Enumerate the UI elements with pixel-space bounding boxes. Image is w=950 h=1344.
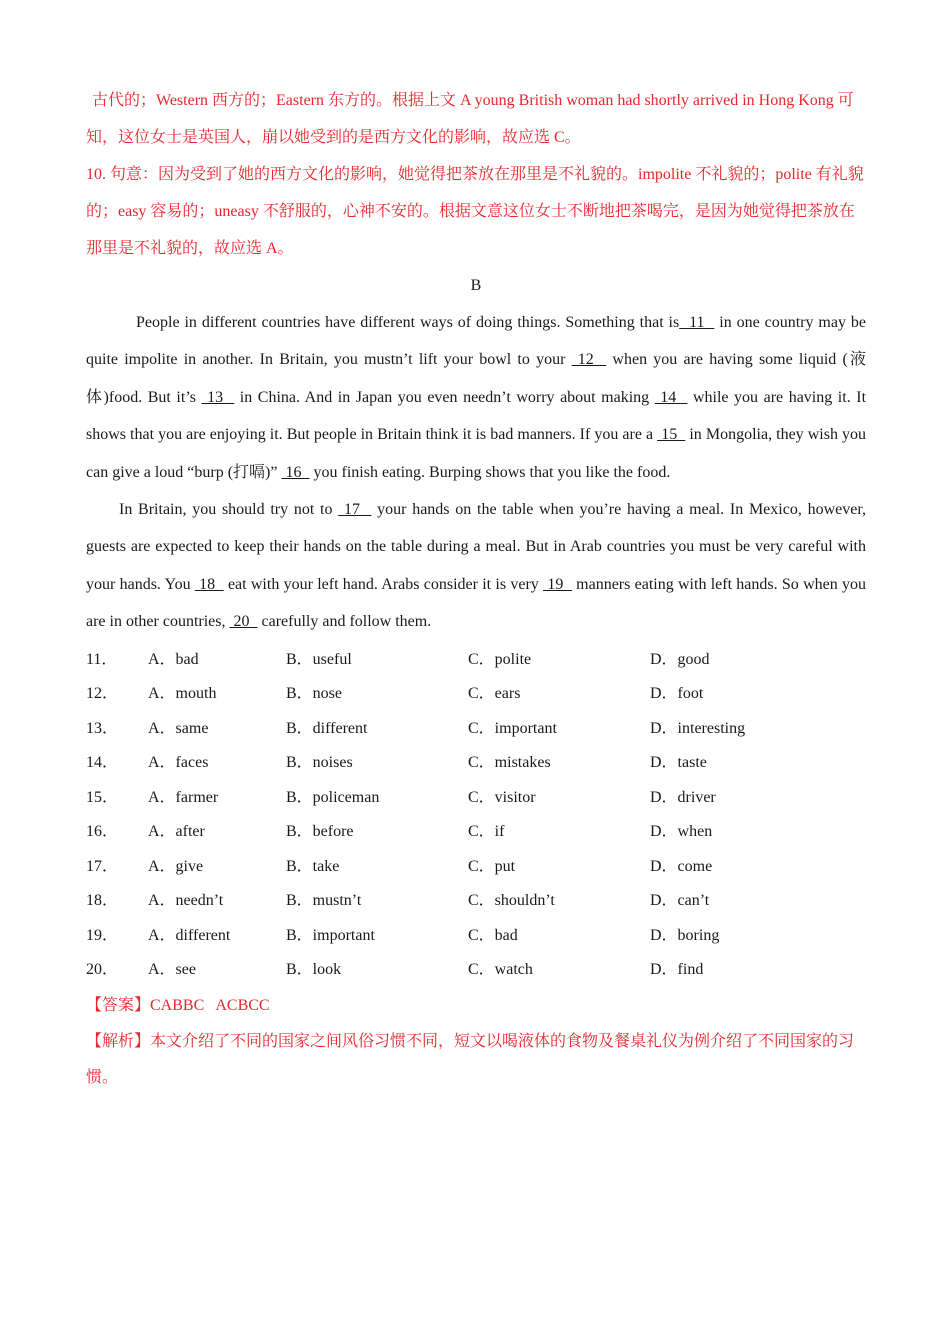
option-c: C．if [468,823,505,841]
question-number: 11． [86,650,118,668]
question-row [86,953,866,988]
option-b: B．mustn’t [286,892,362,910]
option-a: A．see [148,961,196,979]
question-row [86,677,866,712]
question-number: 14． [86,754,119,772]
blank-17: 17 [338,501,372,519]
option-d: D．foot [650,685,704,703]
analysis-text: 【解析】本文介绍了不同的国家之间风俗习惯不同，短文以喝液体的食物及餐桌礼仪为例介绍了不同国家的习惯。 [86,1032,855,1086]
option-a: A．give [148,857,204,875]
option-d: D．come [650,857,713,875]
option-b: B．take [286,857,340,875]
section-label: B [470,277,482,294]
option-b: B．before [286,823,354,841]
option-c: C．bad [468,926,518,944]
option-c: C．put [468,857,516,875]
option-b: B．nose [286,685,343,703]
question-number: 15． [86,788,119,806]
blank-12: 12 [571,351,607,369]
option-d: D．find [650,961,704,979]
answer-key: 【答案】CABBC ACBCC [86,996,270,1014]
option-d: D．when [650,823,713,841]
option-b: B．important [286,926,375,944]
question-number: 16． [86,823,119,841]
question-row [86,781,866,816]
passage-paragraph-1: People in different countries have different ways of doing things. Something that is 11 in one country may be quite impolite in another. In Britain, you mustn’t lift your bowl to your 12 when you are having some liquid (液体)food. But it’s 13 in China. And in Japan you even needn’t worry about making 14 while you are having it. It shows that you are enjoying it. But people in Britain think it is bad manners. If you are a 15 in Mongolia, they wish you can give a loud “burp (打嗝)” 16 you finish eating. Burping shows that you like the food. [86,314,867,481]
option-a: A．farmer [148,788,219,806]
blank-14: 14 [654,388,688,406]
option-d: D．interesting [650,719,746,737]
option-a: A．bad [148,650,199,668]
option-d: D．can’t [650,892,710,910]
option-b: B．useful [286,650,352,668]
option-c: C．shouldn’t [468,892,555,910]
question-number: 19． [86,926,119,944]
option-a: A．faces [148,754,209,772]
question-row [86,884,866,919]
option-d: D．taste [650,754,707,772]
blank-11: 11 [679,314,715,331]
blank-19: 19 [543,575,572,593]
question-number: 13． [86,719,119,737]
question-row [86,712,866,747]
options-list [86,643,866,988]
blank-13: 13 [201,388,235,406]
explanation-10: 10. 句意：因为受到了她的西方文化的影响，她觉得把茶放在那里是不礼貌的。impolite 不礼貌的；polite 有礼貌的；easy 容易的；uneasy 不舒服的，心神不安的。根据文意这位女士不断地把茶喝完，是因为她觉得把茶放在那里是不礼貌的，故应选 A。 [86,166,864,257]
option-a: A．after [148,823,205,841]
option-a: A．mouth [148,685,217,703]
question-number: 12． [86,685,119,703]
option-b: B．noises [286,754,353,772]
option-c: C．ears [468,685,521,703]
blank-16: 16 [281,463,310,481]
question-row [86,815,866,850]
option-a: A．same [148,719,209,737]
option-b: B．policeman [286,788,380,806]
option-a: A．needn’t [148,892,224,910]
option-c: C．visitor [468,788,536,806]
question-row [86,643,866,678]
question-number: 18． [86,892,119,910]
option-c: C．polite [468,650,532,668]
option-d: D．driver [650,788,716,806]
option-a: A．different [148,926,231,944]
question-row [86,850,866,885]
option-d: D．good [650,650,710,668]
blank-20: 20 [229,613,258,631]
option-c: C．important [468,719,557,737]
option-d: D．boring [650,926,720,944]
question-row [86,919,866,954]
document-page [86,82,866,1096]
question-row [86,746,866,781]
option-b: B．look [286,961,342,979]
question-number: 17． [86,857,119,875]
explanation-9-continued: 古代的；Western 西方的；Eastern 东方的。根据上文 A young British woman had shortly arrived in Hong Kong 可知，这位女士是英国人，崩以她受到的是西方文化的影响，故应选 C。 [86,92,854,146]
blank-18: 18 [194,575,224,593]
blank-15: 15 [657,426,686,444]
option-c: C．watch [468,961,533,979]
question-number: 20． [86,961,119,979]
option-b: B．different [286,719,368,737]
passage-paragraph-2: In Britain, you should try not to 17 your hands on the table when you’re having a meal. In Mexico, however, guests are expected to keep their hands on the table during a meal. But in Arab countries you must be very careful with your hands. You 18 eat with your left hand. Arabs consider it is very 19 manners eating with left hands. So when you are in other countries, 20 carefully and follow them. [86,501,867,631]
option-c: C．mistakes [468,754,551,772]
